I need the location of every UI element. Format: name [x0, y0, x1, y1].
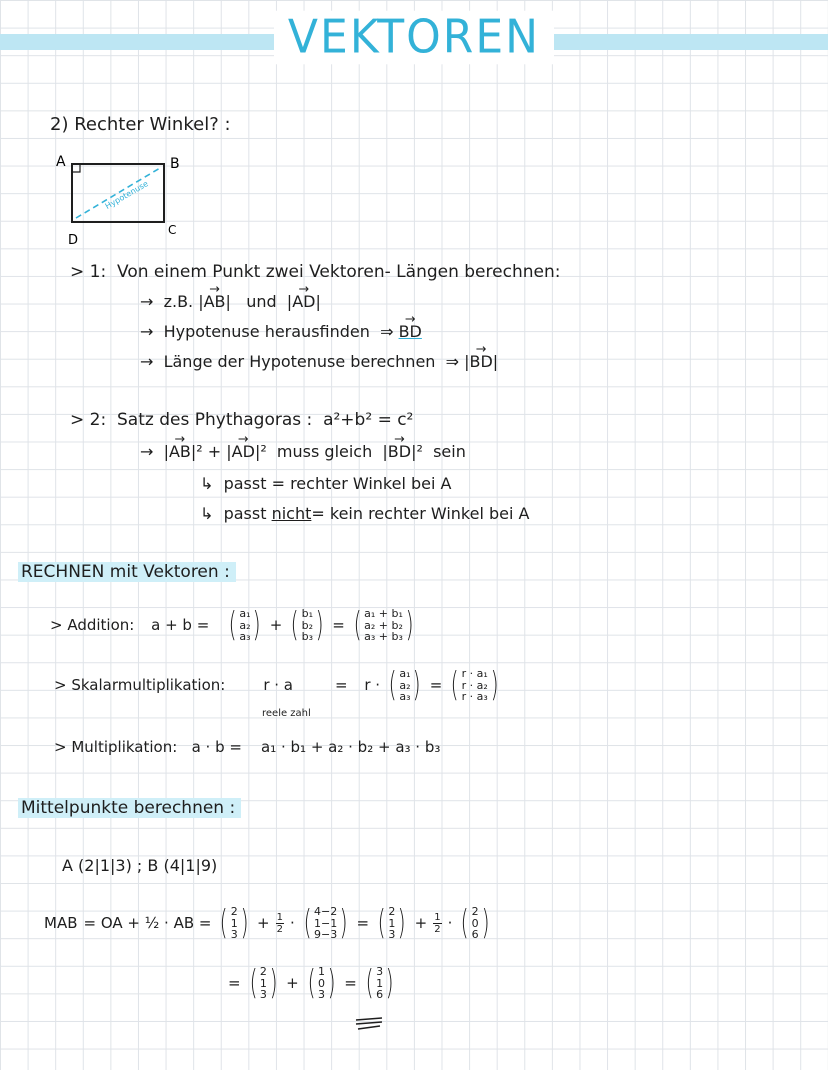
step2-case-yes: ↳ passt = rechter Winkel bei A: [200, 474, 452, 493]
skalar-row: > Skalarmultiplikation: r · a = r · ( a₁ a₂ a₃ ) = ( r · a₁ r · a₂ r · a₃ ): [54, 665, 499, 706]
step1-item-3: → Länge der Hypotenuse berechnen ⇒ |→ BD|: [140, 352, 498, 371]
result-underline: [352, 1016, 388, 1032]
section-heading-rechnen: RECHNEN mit Vektoren :: [18, 562, 236, 582]
points-line: A (2|1|3) ; B (4|1|9): [62, 856, 218, 875]
corner-b-label: B: [170, 156, 180, 172]
step1-item-1: → z.B. |→ AB| und |→ AD|: [140, 292, 321, 311]
skalar-note: reele zahl: [262, 708, 311, 719]
midpoint-formula: MAB = OA + ½ · AB = ( 2 1 3 ) + $\frac{1}{2}$ · ( 4−2 1−1 9−3 ) = ( 2 1 3 ) + $\frac{1}{2}$ · ( 2 0 6 ): [44, 903, 490, 944]
step2-condition: → |→ AB|² + |→ AD|² muss gleich |→ BD|² sein: [140, 442, 466, 461]
corner-a-label: A: [56, 154, 66, 170]
section-heading-angle: 2) Rechter Winkel? :: [50, 114, 231, 135]
step1-line: > 1: Von einem Punkt zwei Vektoren- Längen berechnen:: [70, 262, 561, 282]
step2-case-no: ↳ passt nicht= kein rechter Winkel bei A: [200, 504, 530, 523]
page-title: VEKTOREN: [0, 12, 828, 63]
corner-d-label: D: [68, 233, 79, 248]
hypotenuse-label: Hypotenuse: [103, 179, 150, 211]
addition-row: > Addition: a + b = ( a₁ a₂ a₃ ) + ( b₁ b₂ b₃ ) = ( a₁ + b₁ a₂ + b₂ a₃ + b₃ ): [50, 605, 414, 646]
rectangle-diagram: [40, 150, 200, 250]
step2-line: > 2: Satz des Phythagoras : a²+b² = c²: [70, 410, 414, 430]
midpoint-result: = ( 2 1 3 ) + ( 1 0 3 ) = ( 3 1 6 ): [228, 963, 394, 1004]
corner-c-label: C: [168, 223, 177, 237]
multiplikation-row: > Multiplikation: a · b = a₁ · b₁ + a₂ · b₂ + a₃ · b₃: [54, 738, 441, 756]
section-heading-mittel: Mittelpunkte berechnen :: [18, 798, 241, 818]
step1-item-2: → Hypotenuse herausfinden ⇒ → BD: [140, 322, 422, 341]
